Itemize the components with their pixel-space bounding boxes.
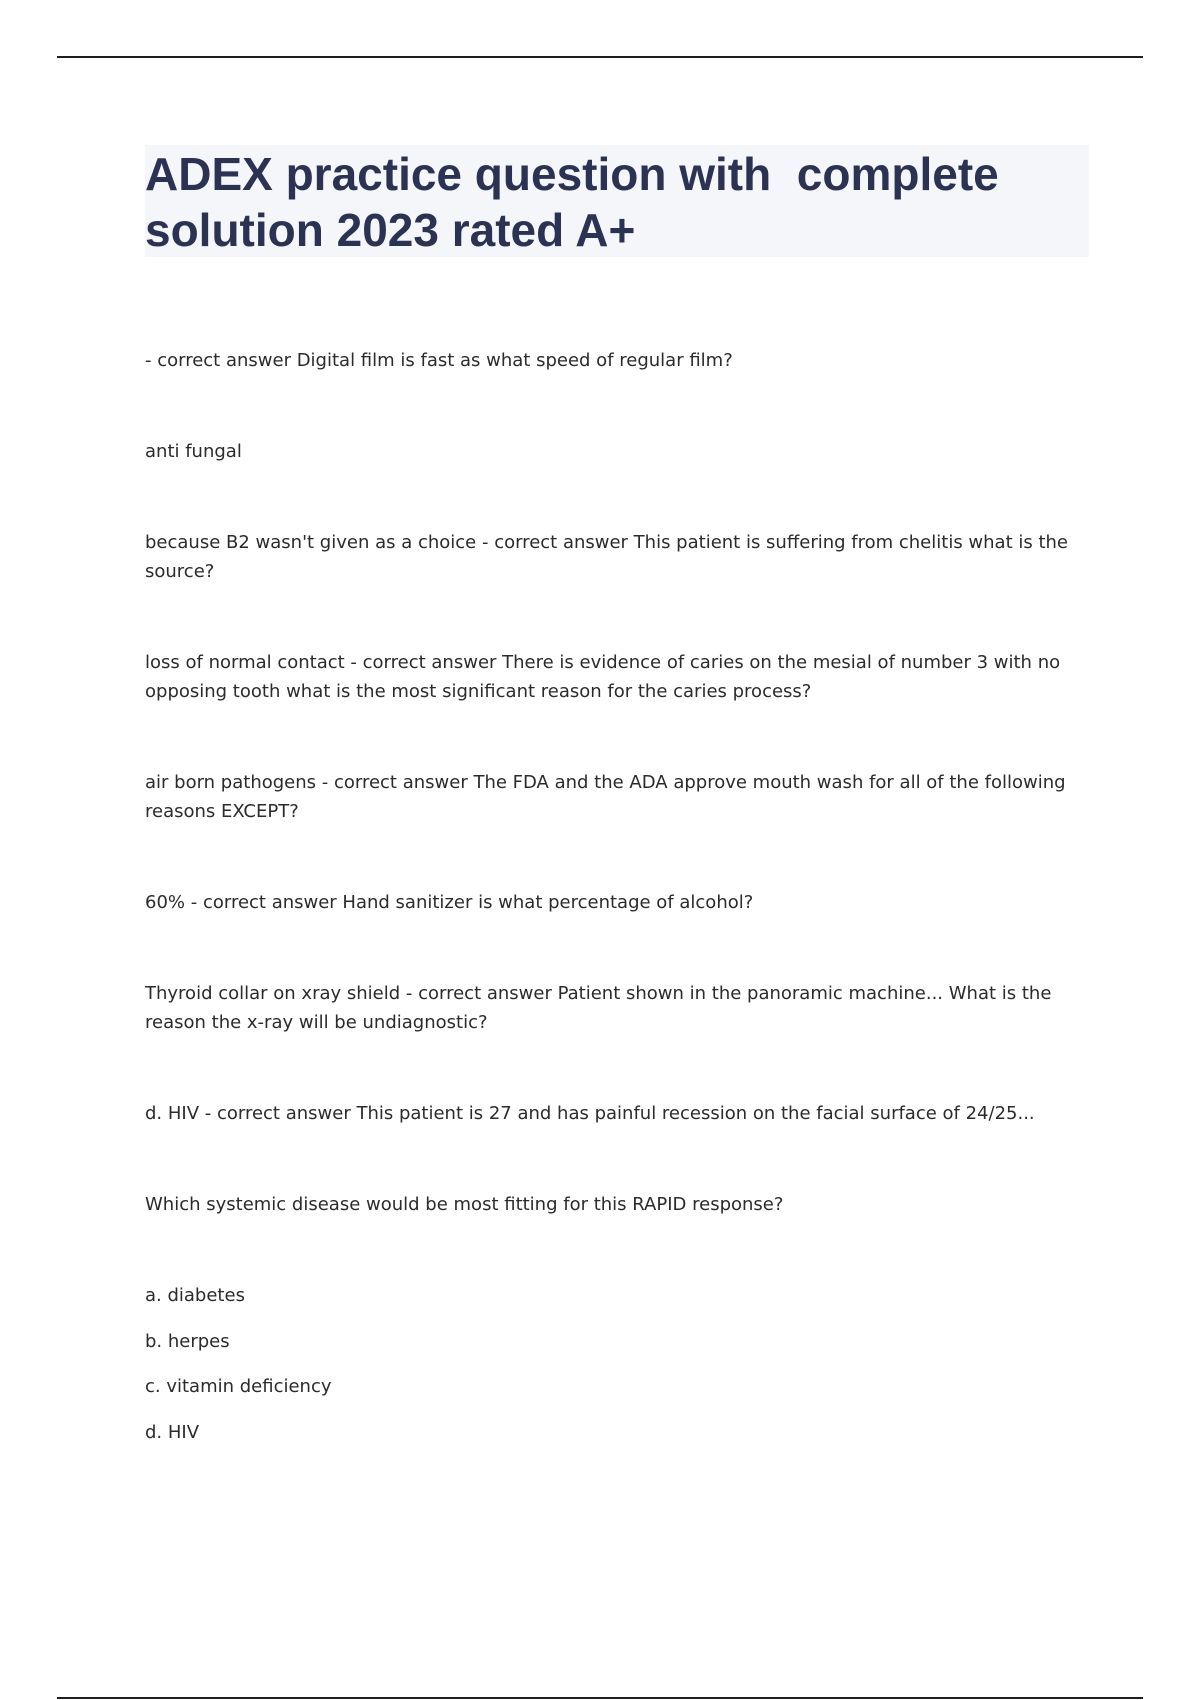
paragraph-2: anti fungal <box>145 441 242 462</box>
top-rule <box>57 56 1143 58</box>
paragraph-1: - correct answer Digital film is fast as what speed of regular film? <box>145 350 733 371</box>
bottom-rule <box>57 1697 1143 1699</box>
option-c: c. vitamin deficiency <box>145 1376 332 1397</box>
paragraph-3: because B2 wasn't given as a choice - correct answer This patient is suffering from chelitis what is the source? <box>145 532 1069 582</box>
paragraph-8: d. HIV - correct answer This patient is 27 and has painful recession on the facial surface of 24/25... <box>145 1103 1035 1124</box>
paragraph-9: Which systemic disease would be most fitting for this RAPID response? <box>145 1194 784 1215</box>
paragraph-7: Thyroid collar on xray shield - correct answer Patient shown in the panoramic machine... What is the reason the x-ray will be undiagnostic? <box>145 983 1052 1033</box>
option-a: a. diabetes <box>145 1285 245 1306</box>
option-b: b. herpes <box>145 1331 230 1352</box>
paragraph-4: loss of normal contact - correct answer There is evidence of caries on the mesial of number 3 with no opposing tooth what is the most significant reason for the caries process? <box>145 652 1061 702</box>
page-title: ADEX practice question with complete solution 2023 rated A+ <box>145 148 1012 256</box>
paragraph-5: air born pathogens - correct answer The FDA and the ADA approve mouth wash for all of the following reasons EXCEPT? <box>145 772 1066 822</box>
option-d: d. HIV <box>145 1422 200 1443</box>
paragraph-6: 60% - correct answer Hand sanitizer is what percentage of alcohol? <box>145 892 754 913</box>
